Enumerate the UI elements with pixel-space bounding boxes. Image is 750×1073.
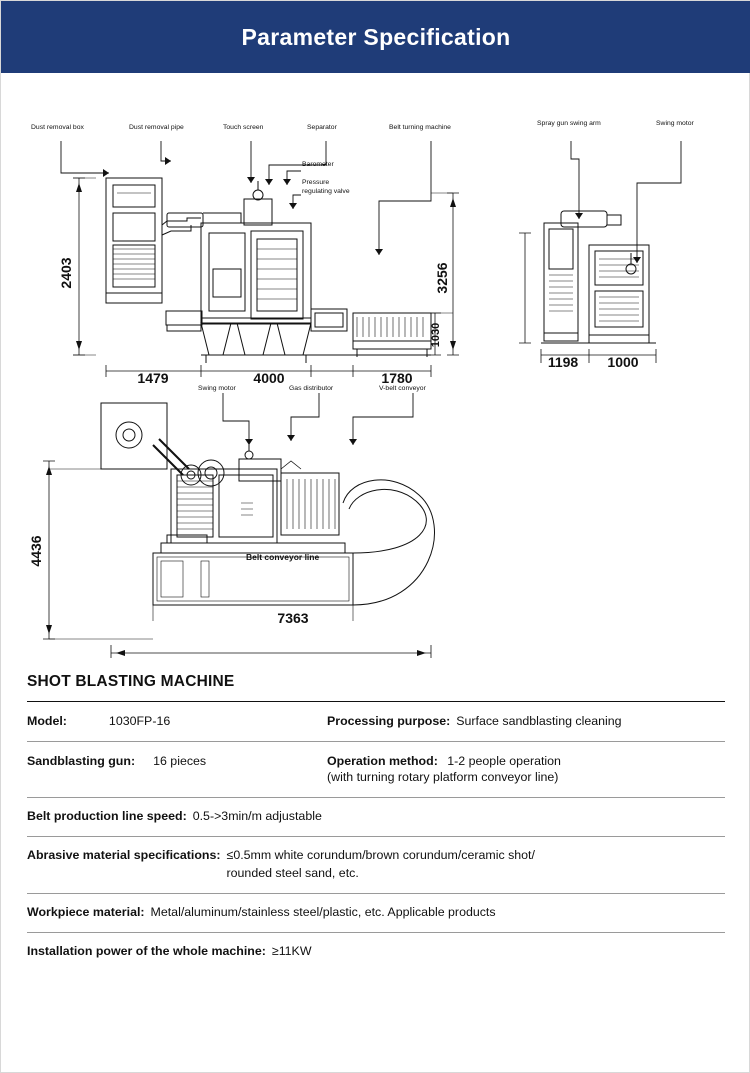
dim-1198: 1198 — [547, 354, 579, 370]
callout-swing-motor-top: Swing motor — [198, 385, 236, 392]
technical-drawings — [1, 73, 750, 658]
spec-row-belt-speed — [27, 798, 725, 836]
label-operation-method: Operation method: — [327, 753, 438, 768]
dim-1030: 1030 — [430, 322, 442, 348]
dim-2403: 2403 — [58, 257, 74, 289]
dim-4000: 4000 — [253, 370, 285, 386]
spec-row-power — [27, 933, 725, 971]
label-model: Model: — [27, 714, 67, 728]
label-workpiece-material: Workpiece material: — [27, 905, 145, 920]
value-workpiece-material: Metal/aluminum/stainless steel/plastic, etc. Applicable products — [150, 905, 496, 920]
callout-spray-gun-swing-arm: Spray gun swing arm — [537, 120, 601, 127]
drawings-svg — [1, 73, 750, 658]
value-sandblasting-gun: 16 pieces — [153, 753, 207, 768]
callout-barometer: Barometer — [302, 161, 334, 168]
callout-swing-motor-side: Swing motor — [656, 120, 694, 127]
callout-belt-turning-machine: Belt turning machine — [389, 124, 451, 131]
label-belt-conveyor-line: Belt conveyor line — [246, 552, 320, 562]
callout-pressure: Pressure — [302, 179, 330, 186]
page-title: Parameter Specification — [241, 23, 511, 50]
dim-4436: 4436 — [28, 535, 44, 567]
callout-separator: Separator — [307, 124, 337, 131]
specification-table — [27, 673, 725, 971]
callout-gas-distributor: Gas distributor — [289, 385, 334, 392]
callout-dust-removal-pipe: Dust removal pipe — [129, 124, 184, 131]
value-processing-purpose: Surface sandblasting cleaning — [456, 714, 622, 728]
value-operation-method-note: (with turning rotary platform conveyor line) — [327, 770, 559, 785]
callout-v-belt-conveyor: V-belt conveyor — [379, 385, 426, 392]
spec-row-model-purpose — [27, 702, 725, 741]
spec-title: SHOT BLASTING MACHINE — [27, 673, 235, 690]
callout-touch-screen: Touch screen — [223, 124, 264, 131]
value-abrasive-material-cont: rounded steel sand, etc. — [226, 866, 359, 881]
label-belt-speed: Belt production line speed: — [27, 809, 187, 824]
spec-row-gun-operation — [27, 742, 725, 797]
value-operation-method: 1-2 people operation — [447, 753, 561, 768]
label-processing-purpose: Processing purpose: — [327, 714, 451, 728]
dim-1479: 1479 — [137, 370, 169, 386]
spec-row-abrasive — [27, 837, 725, 893]
value-abrasive-material: ≤0.5mm white corundum/brown corundum/ceramic shot/ — [226, 848, 535, 863]
callout-regulating-valve: regulating valve — [302, 188, 350, 195]
value-installation-power: ≥11KW — [271, 944, 312, 959]
value-model: 1030FP-16 — [108, 714, 171, 728]
spec-row-workpiece — [27, 894, 725, 932]
dim-1000: 1000 — [607, 354, 639, 370]
callout-dust-removal-box: Dust removal box — [31, 124, 84, 131]
page-header — [1, 1, 750, 73]
dim-7363: 7363 — [277, 610, 309, 626]
label-installation-power: Installation power of the whole machine: — [27, 944, 266, 959]
value-belt-speed: 0.5->3min/m adjustable — [192, 809, 322, 824]
dim-1780: 1780 — [381, 370, 413, 386]
label-sandblasting-gun: Sandblasting gun: — [27, 753, 136, 768]
label-abrasive-material: Abrasive material specifications: — [27, 848, 221, 863]
dim-3256: 3256 — [434, 262, 450, 294]
